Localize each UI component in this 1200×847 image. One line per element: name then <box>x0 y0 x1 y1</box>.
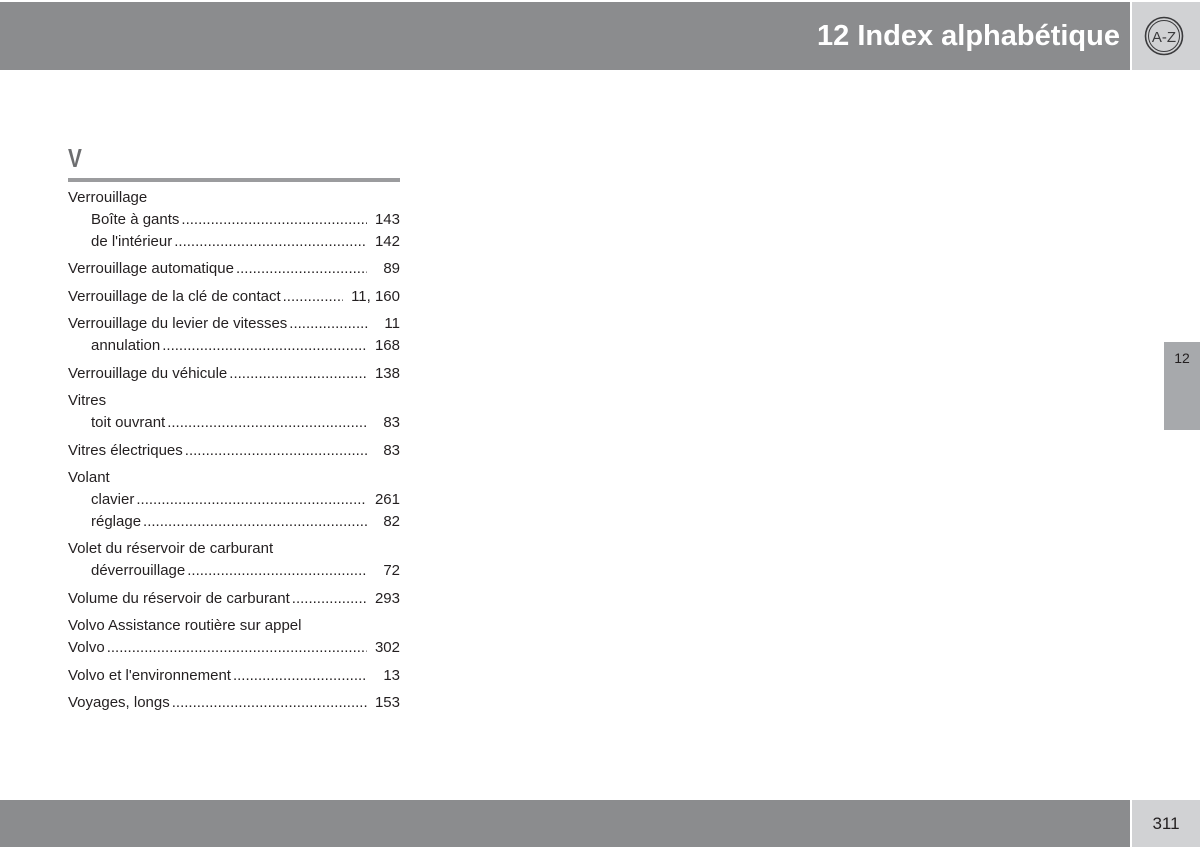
index-entry-page: 82 <box>383 513 400 530</box>
index-entry-main <box>68 637 400 659</box>
index-entry-page: 293 <box>374 590 400 607</box>
index-entry-sub <box>91 511 400 533</box>
index-entry-page: 153 <box>374 694 400 711</box>
dot-leader <box>167 412 367 434</box>
dot-leader <box>162 335 367 357</box>
index-entry-text: Volet du réservoir de carburant <box>68 540 274 557</box>
index-entry-text: Volume du réservoir de carburant <box>68 590 290 607</box>
index-entry-text: Verrouillage automatique <box>68 260 234 277</box>
index-entry-main <box>68 665 400 687</box>
dot-leader <box>233 665 367 687</box>
chapter-title: 12 Index alphabétique <box>817 20 1120 52</box>
index-entry-page: 138 <box>374 365 400 382</box>
index-entry-text: Volant <box>68 469 110 486</box>
footer-tab <box>1132 800 1200 847</box>
section-divider <box>68 178 400 182</box>
dot-leader <box>187 560 367 582</box>
index-entry-text: Boîte à gants <box>91 211 180 228</box>
dot-leader <box>236 258 367 280</box>
dot-leader <box>283 286 343 308</box>
index-entry-sub <box>91 209 400 231</box>
dot-leader <box>143 511 367 533</box>
index-entry-text: Verrouillage du levier de vitesses <box>68 315 288 332</box>
index-entry-text: déverrouillage <box>91 562 186 579</box>
section-letter: V <box>68 143 82 173</box>
header-bar <box>0 2 1130 70</box>
a-z-icon <box>1144 16 1184 56</box>
index-entry-page: 13 <box>383 667 400 684</box>
footer-bar <box>0 800 1130 847</box>
index-entry-page: 72 <box>383 562 400 579</box>
index-entry-page: 83 <box>383 414 400 431</box>
index-entry-sub <box>91 560 400 582</box>
index-entry-main <box>68 538 400 560</box>
index-entry-main <box>68 692 400 714</box>
index-entry-text: toit ouvrant <box>91 414 166 431</box>
index-entry-main <box>68 440 400 462</box>
index-entry-sub <box>91 231 400 253</box>
index-entry-text: Volvo Assistance routière sur appel <box>68 617 302 634</box>
index-entry-sub <box>91 489 400 511</box>
index-entry-main <box>68 588 400 610</box>
index-entry-text: Vitres électriques <box>68 442 183 459</box>
index-entry-text: Verrouillage <box>68 189 148 206</box>
dot-leader <box>229 363 367 385</box>
index-entry-page: 11 <box>384 315 400 332</box>
dot-leader <box>107 637 367 659</box>
index-entry-main <box>68 615 400 637</box>
index-entry-text: Vitres <box>68 392 107 409</box>
index-entry-page: 168 <box>374 337 400 354</box>
index-entry-main <box>68 467 400 489</box>
chapter-side-tab-label: 12 <box>1174 350 1190 366</box>
index-entry-page: 83 <box>383 442 400 459</box>
index-entry-sub <box>91 412 400 434</box>
index-entry-main <box>68 390 400 412</box>
index-entry-text: clavier <box>91 491 135 508</box>
header-tab <box>1132 2 1200 70</box>
index-entry-page: 142 <box>374 233 400 250</box>
index-entry-page: 261 <box>374 491 400 508</box>
index-entry-text: Verrouillage du véhicule <box>68 365 228 382</box>
index-entry-main <box>68 258 400 280</box>
index-entry-text: Volvo et l'environnement <box>68 667 231 684</box>
dot-leader <box>185 440 368 462</box>
index-entry-text: Volvo <box>68 639 105 656</box>
dot-leader <box>172 692 367 714</box>
dot-leader <box>136 489 367 511</box>
dot-leader <box>292 588 367 610</box>
index-entry-main <box>68 363 400 385</box>
index-entry-text: réglage <box>91 513 142 530</box>
index-entry-text: annulation <box>91 337 161 354</box>
dot-leader <box>174 231 367 253</box>
index-entry-text: Voyages, longs <box>68 694 170 711</box>
dot-leader <box>289 313 368 335</box>
index-entry-main <box>68 286 400 308</box>
index-entry-page: 302 <box>374 639 400 656</box>
index-entry-sub <box>91 335 400 357</box>
index-entry-text: Verrouillage de la clé de contact <box>68 288 281 305</box>
dot-leader <box>181 209 367 231</box>
index-entry-text: de l'intérieur <box>91 233 173 250</box>
index-entry-main <box>68 313 400 335</box>
index-entry-page: 89 <box>383 260 400 277</box>
a-z-icon-text: A-Z <box>1151 29 1177 46</box>
index-entry-page: 143 <box>374 211 400 228</box>
index-entry-page: 11, 160 <box>351 288 400 305</box>
page-number: 311 <box>1152 814 1180 833</box>
chapter-side-tab <box>1164 342 1200 430</box>
index-entry-main <box>68 187 400 209</box>
